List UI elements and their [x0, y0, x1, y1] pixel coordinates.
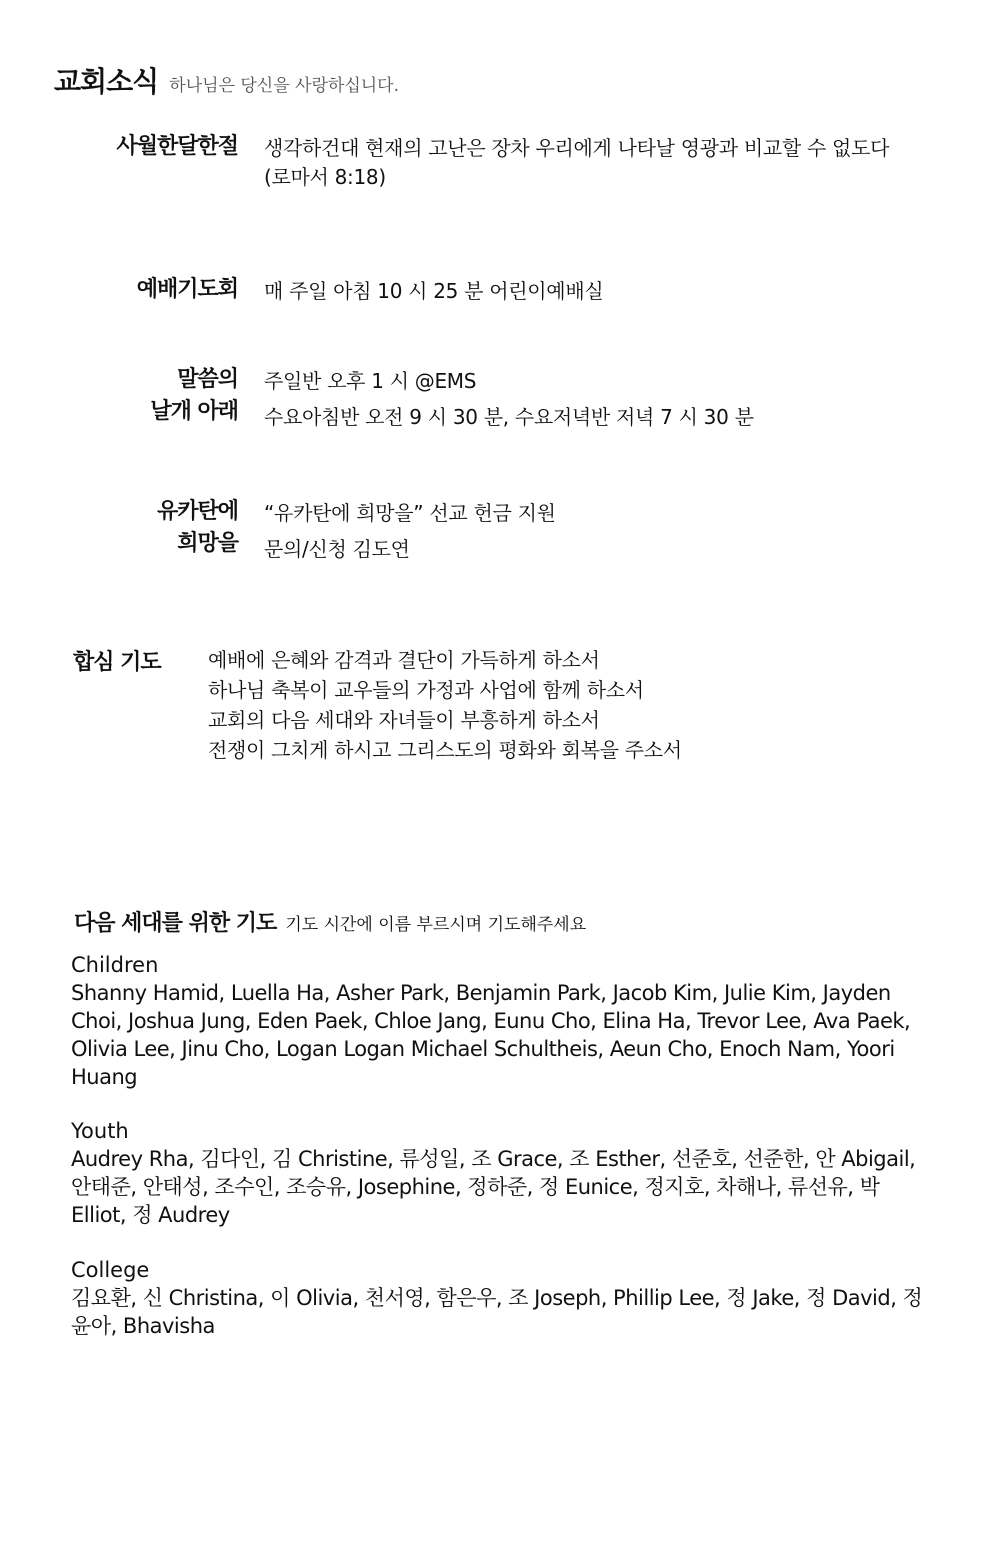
prayer-line: 교회의 다음 세대와 자녀들이 부흥하게 하소서: [208, 708, 600, 732]
name-group-children: [71, 951, 927, 1091]
group-heading: College: [71, 1258, 150, 1282]
announcement-label: [137, 274, 238, 306]
announcement-label: [150, 364, 238, 428]
page-title: 교회소식: [54, 65, 159, 98]
announcement-content: [264, 277, 904, 306]
announcement-line: 주일반 오후 1 시 @EMS: [264, 369, 477, 393]
announcement-label-line: 사월한달한절: [116, 134, 238, 159]
group-heading: Children: [71, 953, 159, 977]
announcement-label-line: 희망을: [177, 531, 238, 556]
name-group-college: [71, 1256, 927, 1340]
prayer-line: 예배에 은혜와 감격과 결단이 가득하게 하소서: [208, 648, 600, 672]
group-heading: Youth: [71, 1119, 129, 1143]
group-names: Audrey Rha, 김다인, 김 Christine, 류성일, 조 Grace, 조 Esther, 선준호, 선준한, 안 Abigail, 안태준, 안태성, 조수인, 조승유, Josephine, 정하준, 정 Eunice, 정지호, 차해나, 류선유, 박 Elliot, 정 Audrey: [71, 1147, 916, 1227]
prayer-lines: [208, 645, 682, 765]
prayer-line: 전쟁이 그치게 하시고 그리스도의 평화와 회복을 주소서: [208, 738, 682, 762]
next-generation-header: [74, 906, 586, 937]
announcement-label-line: 예배기도회: [136, 277, 238, 302]
announcement-label: [116, 131, 238, 163]
prayer-line: 하나님 축복이 교우들의 가정과 사업에 함께 하소서: [208, 678, 644, 702]
group-names: 김요환, 신 Christina, 이 Olivia, 천서영, 함은우, 조 Joseph, Phillip Lee, 정 Jake, 정 David, 정윤아, Bhavisha: [71, 1286, 923, 1338]
page-subtitle: 하나님은 당신을 사랑하십니다.: [169, 76, 399, 96]
announcement-line: 문의/신청 김도연: [264, 537, 410, 561]
announcement-line: 생각하건대 현재의 고난은 장차 우리에게 나타날 영광과 비교할 수 없도다 (로마서 8:18): [264, 136, 890, 189]
announcement-content: [264, 134, 904, 192]
announcement-line: 수요아침반 오전 9 시 30 분, 수요저녁반 저녁 7 시 30 분: [264, 405, 754, 429]
announcement-line: “유카탄에 희망을” 선교 헌금 지원: [264, 501, 556, 525]
prayer-label: 합심 기도: [73, 650, 161, 675]
announcement-line: 매 주일 아침 10 시 25 분 어린이예배실: [264, 279, 604, 303]
name-group-youth: [71, 1117, 927, 1229]
announcement-label-line: 날개 아래: [150, 399, 238, 424]
header: [54, 60, 399, 100]
next-generation-subtitle: 기도 시간에 이름 부르시며 기도해주세요: [285, 915, 587, 935]
announcement-content: [264, 499, 904, 571]
next-generation-title: 다음 세대를 위한 기도: [74, 911, 277, 936]
announcement-label-line: 유카탄에: [156, 499, 238, 524]
announcement-label-line: 말씀의: [177, 367, 238, 392]
announcement-content: [264, 367, 904, 439]
announcement-label: [157, 496, 238, 560]
group-names: Shanny Hamid, Luella Ha, Asher Park, Benjamin Park, Jacob Kim, Julie Kim, Jayden Choi, Joshua Jung, Eden Paek, Chloe Jang, Eunu Cho, Elina Ha, Trevor Lee, Ava Paek, Olivia Lee, Jinu Cho, Logan Logan Michael Schultheis, Aeun Cho, Enoch Nam, Yoori Huang: [71, 981, 911, 1089]
